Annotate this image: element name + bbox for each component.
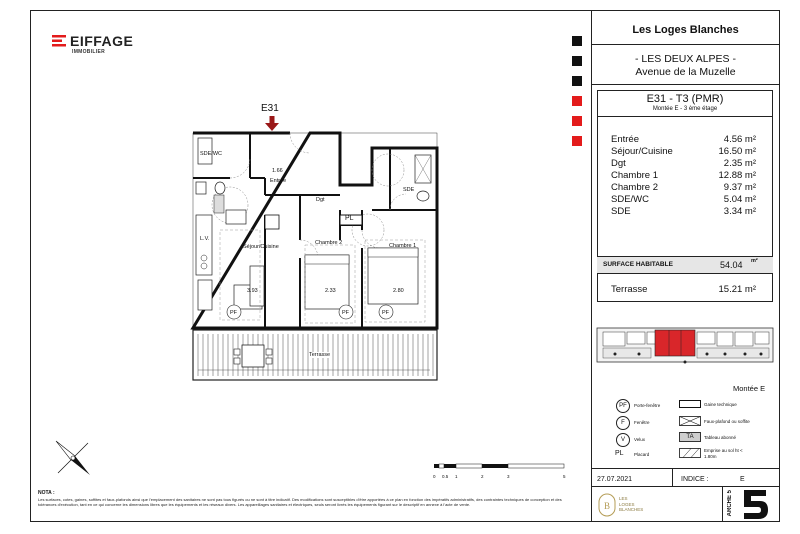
room-name: Séjour/Cuisine <box>611 146 673 157</box>
logo-line: BLANCHES <box>619 507 644 512</box>
divider <box>591 44 780 45</box>
room-area: 2.35 m² <box>723 158 756 169</box>
room-name: SDE <box>611 206 631 217</box>
room-area: 12.88 m² <box>718 170 756 181</box>
room-label: Dgt <box>316 197 325 203</box>
scale-tick: 5 <box>563 474 566 479</box>
room-row <box>611 206 756 218</box>
loges-blanches-logo-icon <box>598 493 616 517</box>
legend-symbol: PF <box>616 399 630 413</box>
arche-logo-text: ARCHE 5 <box>727 490 733 517</box>
scale-tick: 3 <box>507 474 510 479</box>
divider <box>597 116 773 117</box>
indice-label: INDICE : <box>681 476 709 483</box>
scale-tick: 2 <box>481 474 484 479</box>
dimension-label: 2.80 <box>393 288 404 294</box>
eiffage-logo-icon <box>52 35 66 47</box>
room-label: Entrée <box>270 178 287 184</box>
loges-blanches-logo-text <box>619 496 643 513</box>
legend-symbol: F <box>616 416 630 430</box>
room-area: 16.50 m² <box>718 146 756 157</box>
room-label: SDE/WC <box>200 151 222 157</box>
north-arrow-icon <box>48 433 98 483</box>
legend-text: Fenêtre <box>634 420 650 425</box>
dimension-label: 1.66 <box>272 168 283 174</box>
emprise-sol-icon <box>679 448 701 458</box>
room-row <box>611 182 756 194</box>
room-row <box>611 194 756 206</box>
lot-marker-label: E31 <box>261 103 279 114</box>
room-name: Chambre 1 <box>611 170 658 181</box>
tableau-abonne-icon: TA <box>679 432 701 442</box>
room-label: Séjour/Cuisine <box>243 244 279 250</box>
legend-text: Velux <box>634 437 646 442</box>
legend-text: Emprise au sol ht < 1.80m <box>704 448 743 459</box>
marker-square <box>572 56 582 66</box>
lot-subtitle: Montée E - 3 ème étage <box>652 106 718 112</box>
dimension-label: 3.93 <box>247 288 258 294</box>
divider <box>591 84 780 85</box>
placard-label: PL <box>345 215 354 222</box>
terrace-row <box>611 284 756 296</box>
brand-sub: IMMOBILIER <box>72 49 105 55</box>
terrace-name: Terrasse <box>611 284 648 295</box>
faux-plafond-icon <box>679 416 701 426</box>
logo-line: LES <box>619 496 628 501</box>
room-label: SDE <box>403 187 415 193</box>
key-plan <box>595 318 775 376</box>
legend-symbol: PL <box>615 450 624 457</box>
marker-square <box>572 76 582 86</box>
montee-label: Montée E <box>733 384 766 393</box>
room-area: 9.37 m² <box>723 182 756 193</box>
project-title: Les Loges Blanches <box>632 24 739 36</box>
lot-title: E31 - T3 (PMR) <box>646 93 724 105</box>
room-row <box>611 134 756 146</box>
surface-habitable-label: SURFACE HABITABLE <box>603 261 673 268</box>
divider <box>591 486 780 487</box>
divider <box>722 486 723 522</box>
room-area: 4.56 m² <box>723 134 756 145</box>
legend-text: Faux-plafond ou soffite <box>704 419 750 424</box>
room-name: Chambre 2 <box>611 182 658 193</box>
scale-tick: 1 <box>455 474 458 479</box>
legend-symbol: V <box>616 433 630 447</box>
brand-name: EIFFAGE <box>70 33 134 49</box>
room-label: L.V. <box>200 236 210 242</box>
legend-text: Placard <box>634 452 650 457</box>
legend-text: Porte-fenêtre <box>634 403 661 408</box>
indice-value: E <box>740 476 745 483</box>
marker-square-red <box>572 96 582 106</box>
project-location-line2: Avenue de la Muzelle <box>635 66 736 78</box>
room-label: Chambre 2 <box>315 240 343 246</box>
pf-label: PF <box>230 310 238 316</box>
scale-tick: 0.5 <box>442 474 449 479</box>
plan-date: 27.07.2021 <box>597 476 633 483</box>
room-label: Terrasse <box>309 352 331 358</box>
svg-text:B: B <box>603 501 611 511</box>
note-text: Les surfaces, cotes, gaines, soffites et faux-plafonds ainsi que l'emplacement des sanitaires ne sont pas tous figurés ou ne sont à titre indicatif. Des modifications sont susceptibles d'être apportées à ce plan en fonction des impératifs administratifs, des contraintes techniques de conception et des tolérances d'exécution, tant en ce qui concerne les dimensions libres que les équipements et les réseaux divers. Les appareillages sanitaires et électriques, seuls seront livrés les équipements figurant sur le descriptif en annexe à l'acte de vente. <box>38 497 562 507</box>
room-area: 5.04 m² <box>723 194 756 205</box>
pf-label: PF <box>382 310 390 316</box>
room-name: Dgt <box>611 158 626 169</box>
surface-habitable-value: 54.04 <box>720 260 743 270</box>
marker-square <box>572 36 582 46</box>
divider <box>672 468 673 486</box>
dimension-label: 2.33 <box>325 288 336 294</box>
room-name: SDE/WC <box>611 194 649 205</box>
legend-text: Tableau abonné <box>704 435 737 440</box>
scale-tick: 0 <box>433 474 436 479</box>
arche5-logo-icon <box>740 488 770 520</box>
room-row <box>611 170 756 182</box>
floor-plan <box>190 130 440 382</box>
logo-line: LOGES <box>619 501 635 507</box>
legend-text: Gaine technique <box>704 402 737 407</box>
marker-square-red <box>572 136 582 146</box>
pf-label: PF <box>342 310 350 316</box>
room-label: Chambre 1 <box>389 243 417 249</box>
divider <box>591 468 780 469</box>
scale-bar <box>434 462 566 472</box>
project-location-line1: - LES DEUX ALPES - <box>635 53 736 65</box>
gaine-technique-icon <box>679 400 701 408</box>
room-area: 3.34 m² <box>723 206 756 217</box>
note-title: NOTA : <box>38 490 55 496</box>
marker-square-red <box>572 116 582 126</box>
room-row <box>611 158 756 170</box>
surface-habitable-unit: m² <box>751 258 758 264</box>
room-name: Entrée <box>611 134 639 145</box>
terrace-area: 15.21 m² <box>718 284 756 295</box>
room-row <box>611 146 756 158</box>
